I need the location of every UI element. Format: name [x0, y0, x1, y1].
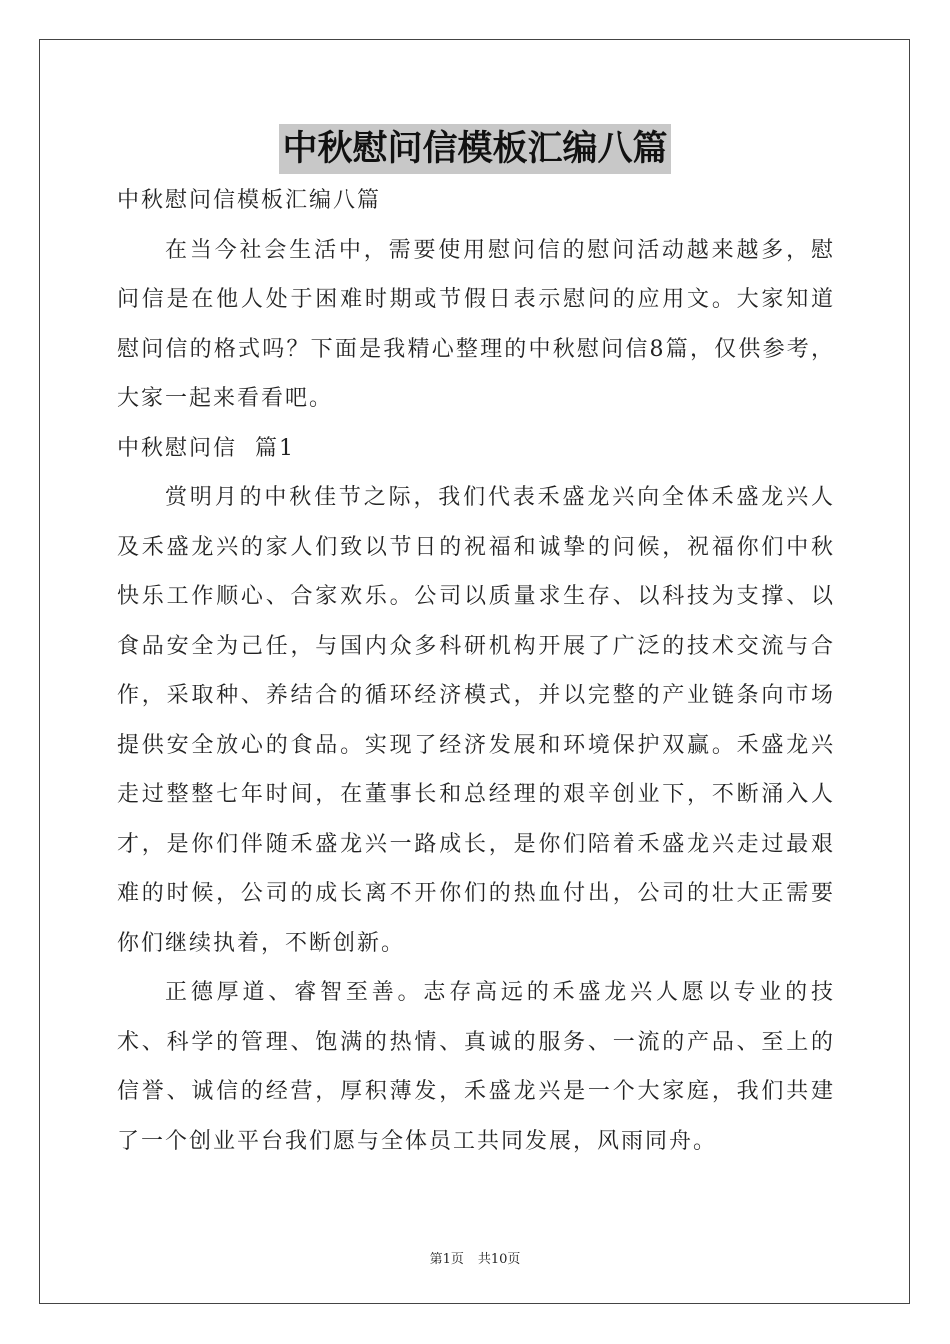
document-subtitle: 中秋慰问信模板汇编八篇	[117, 188, 382, 213]
page-number: 第1页	[429, 1252, 464, 1267]
page-footer	[0, 1248, 950, 1267]
intro-paragraph: 在当今社会生活中，需要使用慰问信的慰问活动越来越多，慰问信是在他人处于困难时期或节假日表示慰问的应用文。大家知道慰问信的格式吗？下面是我精心整理的中秋慰问信8篇，仅供参考，大家一起来看看吧。	[117, 237, 835, 411]
title-container	[0, 124, 950, 174]
body-paragraph: 正德厚道、睿智至善。志存高远的禾盛龙兴人愿以专业的技术、科学的管理、饱满的热情、真诚的服务、一流的产品、至上的信誉、诚信的经营，厚积薄发，禾盛龙兴是一个大家庭，我们共建了一个创业平台我们愿与全体员工共同发展，风雨同舟。	[117, 980, 835, 1154]
page-total: 共10页	[477, 1252, 521, 1267]
document-title: 中秋慰问信模板汇编八篇	[279, 124, 670, 174]
section-heading: 中秋慰问信 篇1	[117, 435, 295, 461]
document-body	[117, 176, 835, 1166]
body-paragraph: 赏明月的中秋佳节之际，我们代表禾盛龙兴向全体禾盛龙兴人及禾盛龙兴的家人们致以节日的祝福和诚挚的问候，祝福你们中秋快乐工作顺心、合家欢乐。公司以质量求生存、以科技为支撑、以食品安全为己任，与国内众多科研机构开展了广泛的技术交流与合作，采取种、养结合的循环经济模式，并以完整的产业链条向市场提供安全放心的食品。实现了经济发展和环境保护双赢。禾盛龙兴走过整整七年时间，在董事长和总经理的艰辛创业下，不断涌入人才，是你们伴随禾盛龙兴一路成长，是你们陪着禾盛龙兴走过最艰难的时候，公司的成长离不开你们的热血付出，公司的壮大正需要你们继续执着，不断创新。	[117, 485, 835, 956]
